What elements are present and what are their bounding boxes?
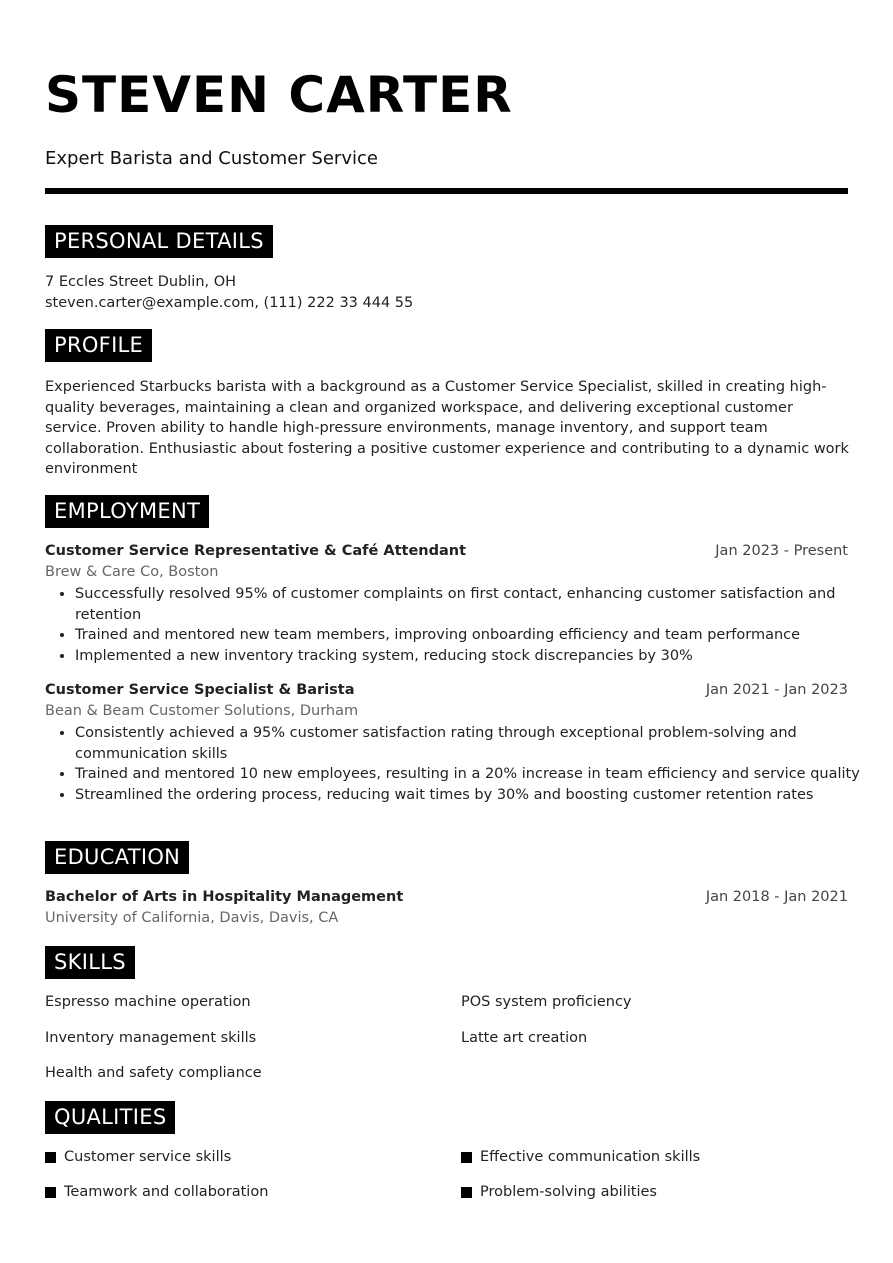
section-title-qualities: QUALITIES: [45, 1101, 175, 1134]
list-item: • Trained and mentored new team members, improving onboarding efficiency and team performance: [75, 625, 865, 646]
list-item: • Implemented a new inventory tracking system, reducing stock discrepancies by 30%: [75, 646, 865, 667]
profile-text: Experienced Starbucks barista with a background as a Customer Service Specialist, skilled in creating high-quality beverages, maintaining a clean and organized workspace, and delivering exceptional customer service. Proven ability to handle high-pressure environments, manage inventory, and support team collaboration. Enthusiastic about fostering a positive customer experience and contributing to a dynamic work environment: [45, 379, 849, 477]
quality-item: [461, 1149, 700, 1165]
candidate-subtitle: Expert Barista and Customer Service: [45, 148, 378, 169]
list-item: • Streamlined the ordering process, reducing wait times by 30% and boosting customer retention rates: [75, 785, 865, 806]
list-item: • Successfully resolved 95% of customer complaints on first contact, enhancing customer satisfaction and retention: [75, 584, 865, 625]
quality-label: Problem-solving abilities: [480, 1184, 657, 1200]
skill-item: POS system proficiency: [461, 994, 632, 1010]
section-title-education: EDUCATION: [45, 841, 189, 874]
section-title-profile: PROFILE: [45, 329, 152, 362]
quality-item: [45, 1149, 231, 1165]
education-degree: Bachelor of Arts in Hospitality Management: [45, 889, 404, 905]
quality-item: [461, 1184, 657, 1200]
header-divider: [45, 188, 848, 194]
section-title-personal-details: PERSONAL DETAILS: [45, 225, 273, 258]
list-item: • Trained and mentored 10 new employees, resulting in a 20% increase in team efficiency and service quality: [75, 764, 865, 785]
job-title: Customer Service Specialist & Barista: [45, 682, 355, 698]
skill-item: Espresso machine operation: [45, 994, 251, 1010]
education-date: Jan 2018 - Jan 2021: [705, 889, 848, 905]
job-bullets: [45, 723, 865, 805]
list-item: • Consistently achieved a 95% customer satisfaction rating through exceptional problem-solving and communication skills: [75, 723, 865, 764]
square-bullet-icon: [45, 1152, 56, 1163]
address-text: 7 Eccles Street Dublin, OH: [45, 274, 237, 290]
square-bullet-icon: [461, 1152, 472, 1163]
square-bullet-icon: [45, 1187, 56, 1198]
quality-item: [45, 1184, 268, 1200]
square-bullet-icon: [461, 1187, 472, 1198]
skill-item: Latte art creation: [461, 1030, 588, 1046]
quality-label: Teamwork and collaboration: [64, 1184, 269, 1200]
job-title: Customer Service Representative & Café Attendant: [45, 543, 467, 559]
quality-label: Customer service skills: [64, 1149, 232, 1165]
skill-item: Health and safety compliance: [45, 1065, 262, 1081]
job-company: Bean & Beam Customer Solutions, Durham: [45, 703, 359, 719]
quality-label: Effective communication skills: [480, 1149, 701, 1165]
section-title-skills: SKILLS: [45, 946, 135, 979]
skill-item: Inventory management skills: [45, 1030, 257, 1046]
education-school: University of California, Davis, Davis, CA: [45, 910, 339, 926]
section-title-employment: EMPLOYMENT: [45, 495, 209, 528]
job-bullets: [45, 584, 865, 666]
job-date: Jan 2021 - Jan 2023: [705, 682, 848, 698]
contact-text: steven.carter@example.com, (111) 222 33 444 55: [45, 295, 414, 311]
job-company: Brew & Care Co, Boston: [45, 564, 219, 580]
job-date: Jan 2023 - Present: [715, 543, 848, 559]
candidate-name: STEVEN CARTER: [45, 66, 513, 124]
